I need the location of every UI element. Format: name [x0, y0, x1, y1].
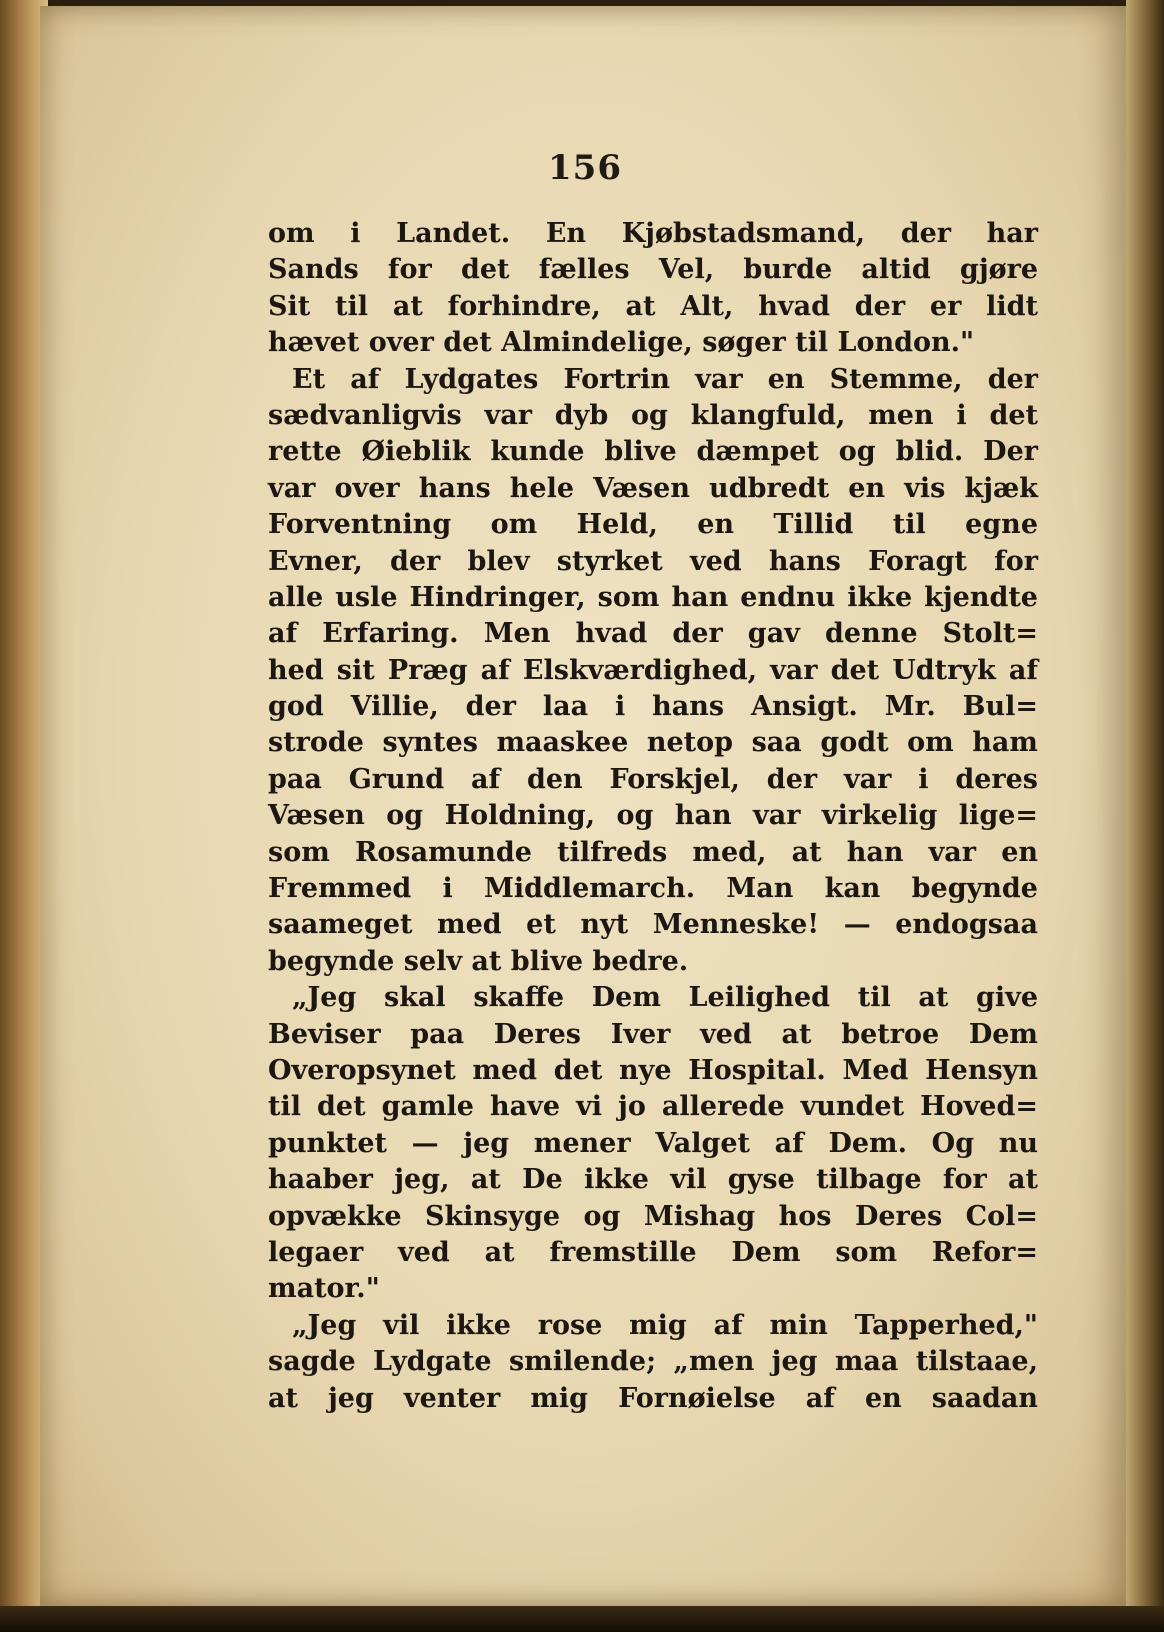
text-line: strode syntes maaskee netop saa godt om ham — [268, 727, 1038, 759]
text-line: alle usle Hindringer, som han endnu ikke kjendte — [268, 581, 1038, 613]
text-line: begynde selv at blive bedre. — [268, 945, 689, 977]
text-line: rette Øieblik kunde blive dæmpet og blid. Der — [268, 436, 1038, 468]
text-line: Et af Lydgates Fortrin var en Stemme, der — [292, 363, 1038, 395]
text-line: hævet over det Almindelige, søger til London." — [268, 327, 975, 359]
text-line: Evner, der blev styrket ved hans Foragt for — [268, 545, 1038, 577]
text-line: Sands for det fælles Vel, burde altid gjøre — [268, 254, 1038, 286]
text-line: god Villie, der laa i hans Ansigt. Mr. Bul= — [268, 691, 1038, 723]
text-line: saameget med et nyt Menneske! — endogsaa — [268, 909, 1038, 941]
text-line: Fremmed i Middlemarch. Man kan begynde — [268, 873, 1038, 905]
text-line: Sit til at forhindre, at Alt, hvad der er lidt — [268, 290, 1038, 322]
text-line: Overopsynet med det nye Hospital. Med Hensyn — [268, 1054, 1038, 1086]
page-number: 156 — [548, 148, 622, 188]
text-line: sagde Lydgate smilende; „men jeg maa tilstaae, — [268, 1346, 1038, 1378]
text-line: haaber jeg, at De ikke vil gyse tilbage for at — [268, 1164, 1038, 1196]
text-line: Forventning om Held, en Tillid til egne — [268, 509, 1038, 541]
text-line: „Jeg skal skaffe Dem Leilighed til at give — [292, 982, 1038, 1014]
text-line: hed sit Præg af Elskværdighed, var det Udtryk af — [268, 654, 1038, 686]
page-edge-bottom — [0, 1606, 1164, 1632]
text-line: mator." — [268, 1273, 380, 1305]
text-line: Beviser paa Deres Iver ved at betroe Dem — [268, 1018, 1038, 1050]
text-line: sædvanligvis var dyb og klangfuld, men i det — [268, 399, 1038, 431]
text-line: Væsen og Holdning, og han var virkelig lige= — [268, 800, 1038, 832]
body-text — [268, 216, 1038, 1417]
text-line: punktet — jeg mener Valget af Dem. Og nu — [268, 1127, 1038, 1159]
text-line: at jeg venter mig Fornøielse af en saadan — [268, 1382, 1038, 1414]
text-line: opvække Skinsyge og Mishag hos Deres Col= — [268, 1200, 1038, 1232]
text-line: legaer ved at fremstille Dem som Refor= — [268, 1236, 1038, 1268]
text-line: af Erfaring. Men hvad der gav denne Stolt= — [268, 618, 1038, 650]
page-edge-right — [1126, 0, 1164, 1632]
text-line: paa Grund af den Forskjel, der var i deres — [268, 763, 1038, 795]
text-line: „Jeg vil ikke rose mig af min Tapperhed," — [292, 1309, 1038, 1341]
text-line: om i Landet. En Kjøbstadsmand, der har — [268, 218, 1038, 249]
text-line: som Rosamunde tilfreds med, at han var en — [268, 836, 1038, 868]
book-page — [40, 6, 1130, 1606]
text-line: til det gamle have vi jo allerede vundet Hoved= — [268, 1091, 1038, 1123]
text-line: var over hans hele Væsen udbredt en vis kjæk — [268, 472, 1038, 504]
